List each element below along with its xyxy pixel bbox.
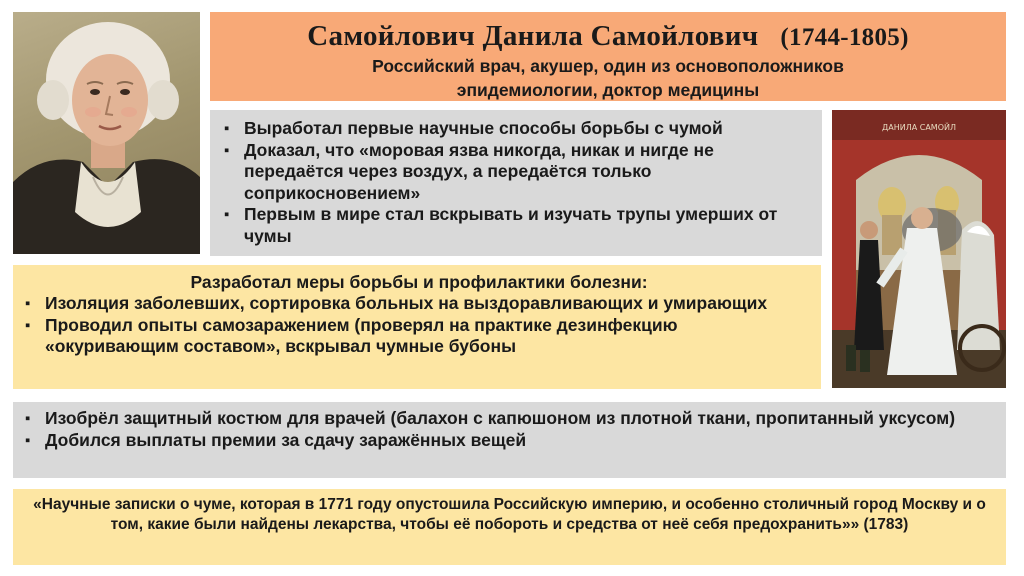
portrait-image — [13, 12, 200, 254]
inventions-list — [25, 408, 998, 451]
measures-list — [25, 293, 813, 358]
list-item: ▪ Первым в мире стал вскрывать и изучать трупы умерших от чумы — [224, 204, 814, 247]
publication-box — [13, 489, 1006, 565]
person-name: Самойлович Данила Самойлович — [307, 20, 759, 52]
painting-image — [832, 110, 1006, 388]
painting-sign: ДАНИЛА САМОЙЛ — [881, 123, 957, 132]
list-item: ▪ Выработал первые научные способы борьбы с чумой — [224, 118, 814, 140]
list-item: ▪ Доказал, что «моровая язва никогда, никак и нигде не передаётся через воздух, а передаётся только соприкосновением» — [224, 140, 814, 205]
measures-box — [13, 265, 821, 389]
list-item: ▪ Изобрёл защитный костюм для врачей (балахон с капюшоном из плотной ткани, пропитанный уксусом) — [25, 408, 998, 430]
list-item: ▪ Изоляция заболевших, сортировка больных на выздоравливающих и умирающих — [25, 293, 813, 315]
title-box — [210, 12, 1006, 101]
life-dates: (1744-1805) — [780, 24, 909, 51]
publication-quote: «Научные записки о чуме, которая в 1771 году опустошила Российскую империю, и особенно столичный город Москву и о том, какие были найдены лекарства, чтобы её побороть и средства от неё себя предохранить»» (1783) — [33, 496, 986, 533]
achievements-box — [210, 110, 822, 256]
achievements-list — [224, 118, 814, 247]
list-item: ▪ Добился выплаты премии за сдачу заражённых вещей — [25, 430, 998, 452]
subtitle-line-1: Российский врач, акушер, один из основоположников — [372, 56, 844, 76]
inventions-box — [13, 402, 1006, 478]
measures-heading: Разработал меры борьбы и профилактики болезни: — [190, 272, 648, 292]
list-item: ▪ Проводил опыты самозаражением (проверял на практике дезинфекцию «окуривающим составом», вскрывал чумные бубоны — [25, 315, 813, 358]
subtitle-line-2: эпидемиологии, доктор медицины — [456, 80, 760, 100]
page-title — [210, 12, 1006, 53]
